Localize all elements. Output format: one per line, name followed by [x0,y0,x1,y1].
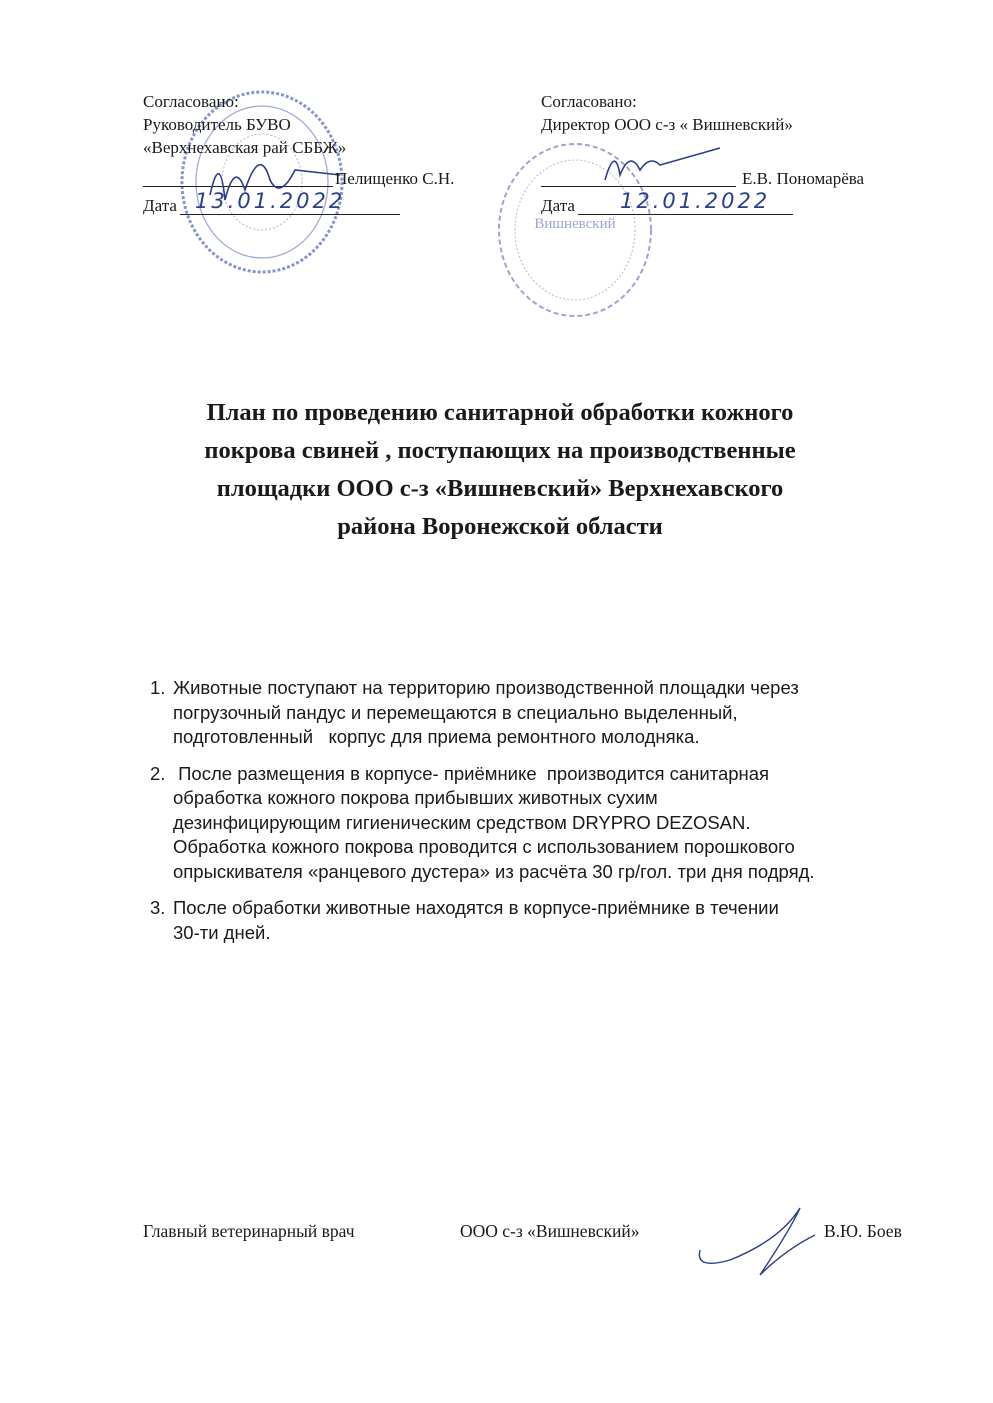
right-approval-position: Директор ООО с-з « Вишневский» [541,115,793,134]
item-text-line: Обработка кожного покрова проводится с использованием порошкового [173,836,795,857]
right-signature [600,140,730,190]
title-line: площадки ООО с-з «Вишневский» Верхнехавского [216,475,784,502]
left-date-label: Дата [143,196,177,215]
item-text-line: Животные поступают на территорию производственной площадки через [173,677,799,698]
left-date-value: 13.01.2022 [195,189,346,213]
footer-signer: В.Ю. Боев [824,1221,902,1241]
right-date-value: 12.01.2022 [620,189,771,213]
right-signer-name: Е.В. Пономарёва [742,169,865,188]
list-item [150,676,940,750]
item-text-line: После размещения в корпусе- приёмнике производится санитарная [173,762,770,784]
footer-organization: ООО с-з «Вишневский» [460,1221,640,1241]
left-date-line [180,214,400,215]
title-line: План по проведению санитарной обработки кожного [206,399,794,426]
procedure-list [150,676,940,957]
right-date-label: Дата [541,196,575,215]
left-approval-organization: «Верхнехавская рай СББЖ» [143,138,347,157]
item-text-line: опрыскивателя «ранцевого дустера» из расчёта 30 гр/гол. три дня подряд. [173,860,815,882]
svg-text:Вишневский: Вишневский [534,216,616,232]
list-item [150,896,940,945]
list-item [150,762,940,885]
item-text-line: обработка кожного покрова прибывших животных сухим [173,787,658,808]
left-signer-name: Пелищенко С.Н. [335,169,455,188]
right-approval-heading: Согласовано: [541,92,637,111]
item-number: 2. [150,762,166,784]
left-approval-position: Руководитель БУВО [143,115,291,134]
document-title [100,394,900,546]
item-number: 1. [150,677,166,698]
item-text-line: 30-ти дней. [173,921,271,943]
item-text-line: погрузочный пандус и перемещаются в специально выделенный, [173,701,738,723]
item-text-line: подготовленный корпус для приема ремонтного молодняка. [173,726,700,747]
title-line: покрова свиней , поступающих на производственные [204,437,796,464]
footer-position: Главный ветеринарный врач [143,1221,355,1241]
right-date-line [578,214,793,215]
left-approval-heading: Согласовано: [143,92,239,111]
item-text-line: дезинфицирующим гигиеническим средством DRYPRO DEZOSAN. [173,811,751,833]
footer-signature [690,1200,830,1280]
item-text-line: После обработки животные находятся в корпусе-приёмнике в течении [173,897,779,918]
item-number: 3. [150,897,166,918]
title-line: района Воронежской области [337,513,663,540]
